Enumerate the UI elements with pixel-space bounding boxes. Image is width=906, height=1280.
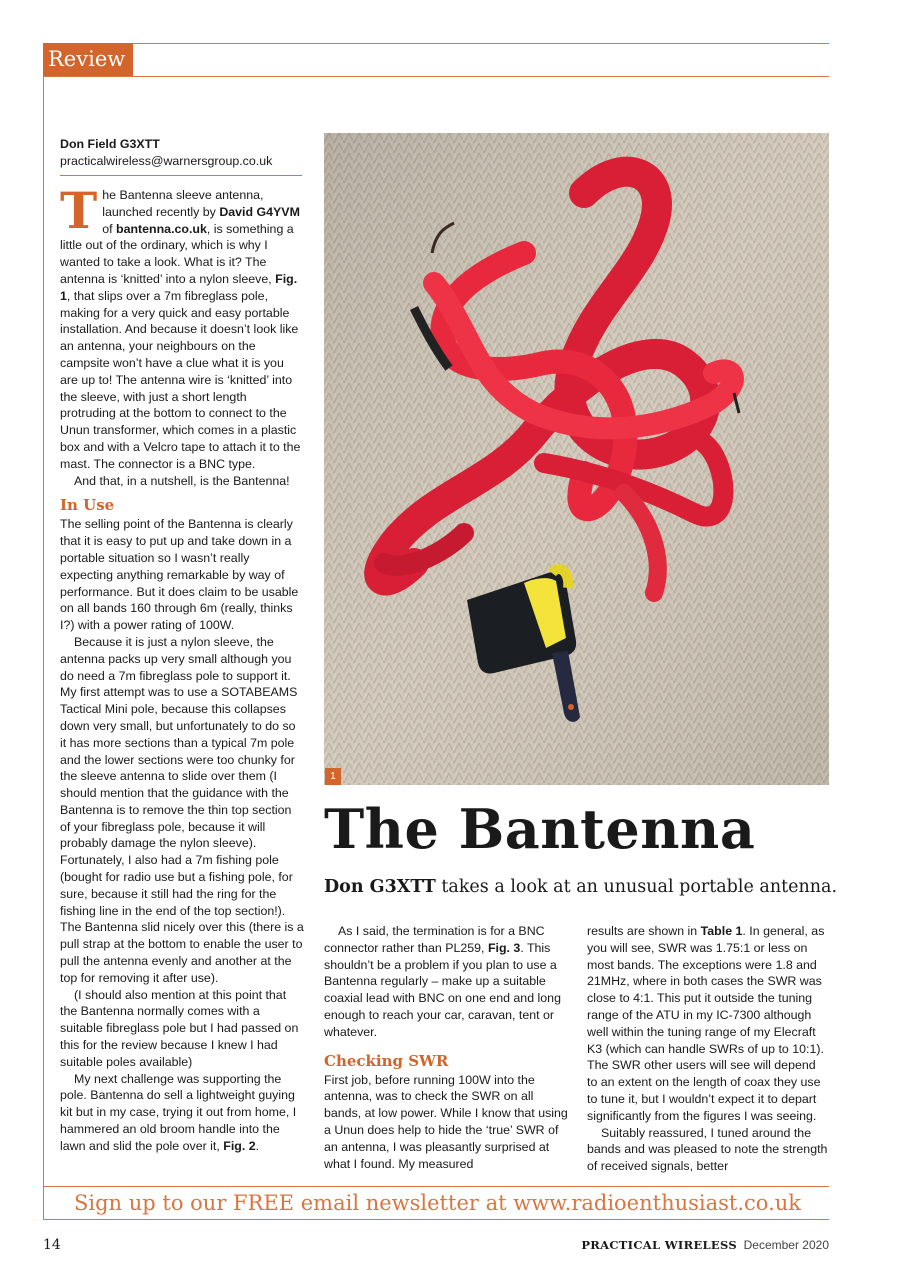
intro-paragraph: The Bantenna sleeve antenna, launched recently by David G4YVM of bantenna.co.uk, is something a little out of the ordinary, which is why I wanted to take a look. What is it? The antenna is ‘knitted’ into a nylon sleeve, Fig. 1, that slips over a 7m fibreglass pole, making for a very quick and easy portable installation. And because it doesn’t look like an antenna, your neighbours on the campsite won’t have a clue what it is you are up to! The antenna wire is ‘knitted’ into the sleeve, with just a short length protruding at the bottom to connect to the Unun transformer, which comes in a plastic box and with a Velcro tape to attach it to the mast. The connector is a BNC type. xyxy=(60,181,301,471)
header-rule-bottom xyxy=(43,76,829,77)
newsletter-link[interactable]: Sign up to our FREE email newsletter at www.radioenthusiast.co.uk xyxy=(74,1191,801,1215)
page-number: 14 xyxy=(43,1237,61,1253)
in-use-paragraph-1: The selling point of the Bantenna is clearly that it is easy to put up and take down in a portable situation so I wasn’t really expecting anything remarkable by way of performance. But it does claim to be usable on all bands 160 through 6m (really, thinks I?) with a power rating of 100W. xyxy=(60,517,299,633)
standfirst: Don G3XTT takes a look at an unusual portable antenna. xyxy=(324,877,838,897)
byline-rule xyxy=(60,175,302,176)
reassured-paragraph: Suitably reassured, I tuned around the bands and was pleased to note the strength of received signals, better xyxy=(587,1125,828,1174)
magazine-name: PRACTICAL WIRELESS xyxy=(581,1238,737,1252)
in-use-paragraph-4: My next challenge was supporting the pole. Bantenna do sell a lightweight guying kit but in my case, trying it out from home, I hammered an old broom handle into the lawn and slid the pole over it, Fig. 2. xyxy=(60,1071,297,1153)
left-margin-rule xyxy=(43,76,44,1220)
header-rule-top xyxy=(43,43,829,44)
issue-date: December 2020 xyxy=(743,1238,829,1252)
swr-paragraph: First job, before running 100W into the antenna, was to check the SWR on all bands, at low power. While I know that using a Unun does help to hide the ‘true’ SWR of an antenna, I was pleasantly surprised at what I found. My measured xyxy=(324,1072,568,1171)
in-use-paragraph-3: (I should also mention at this point that the Bantenna normally comes with a suitable fibreglass pole but I had passed on this for the review because I knew I had suitable poles available) xyxy=(60,987,299,1069)
left-column xyxy=(60,181,304,1155)
results-paragraph: results are shown in Table 1. In general, as you will see, SWR was 1.75:1 or less on most bands. The exceptions were 1.8 and 21MHz, where in both cases the SWR was close to 4:1. This put it outside the tuning range of the ATU in my IC-7300 although well within the tuning range of my Elecraft K3 (which can handle SWRs of up to 10:1). The SWR other users will see will depend to an extent on the length of coax they use to tune it, but I wouldn’t expect it to depart significantly from the figures I was seeing. xyxy=(587,924,825,1123)
article-title: The Bantenna xyxy=(324,797,756,861)
author-email[interactable]: practicalwireless@warnersgroup.co.uk xyxy=(60,154,273,168)
intro-paragraph-2: And that, in a nutshell, is the Bantenna! xyxy=(74,473,290,488)
drop-cap: T xyxy=(60,181,98,240)
middle-column xyxy=(324,923,568,1172)
magazine-footer xyxy=(581,1238,829,1252)
figure-number-badge: 1 xyxy=(325,768,341,785)
termination-paragraph: As I said, the termination is for a BNC connector rather than PL259, Fig. 3. This shouldn’t be a problem if you plan to use a Bantenna regularly – make up a suitable coaxial lead with BNC on one end and long enough to reach your car, caravan, tent or whatever. xyxy=(324,924,561,1039)
subheading-checking-swr: Checking SWR xyxy=(324,1051,449,1070)
in-use-paragraph-2: Because it is just a nylon sleeve, the antenna packs up very small although you do need a 7m fibreglass pole to support it. My first attempt was to use a SOTABEAMS Tactical Mini pole, because this collapses down very small, but unfortunately to do so it has more sections than a typical 7m pole and the lower sections were too chunky for the sleeve antenna to slide over them (I should mention that the guidance with the Bantenna is to remove the thin top section of your fibreglass pole, because it will probably damage the nylon sleeve). Fortunately, I also had a 7m fishing pole (bought for radio use but a fishing pole, for sure, because it still had the ring for the fishing line in the end of the top section!). The Bantenna slid nicely over this (there is a pull strap at the bottom to enable the user to pull the antenna evenly and another at the top for removing it after use). xyxy=(60,634,304,985)
website-link[interactable]: bantenna.co.uk xyxy=(116,221,207,236)
subheading-in-use: In Use xyxy=(60,496,115,515)
section-tab: Review xyxy=(43,43,133,76)
right-column xyxy=(587,923,829,1175)
author-name: Don Field G3XTT xyxy=(60,137,160,151)
figure-1-photo xyxy=(324,133,829,785)
